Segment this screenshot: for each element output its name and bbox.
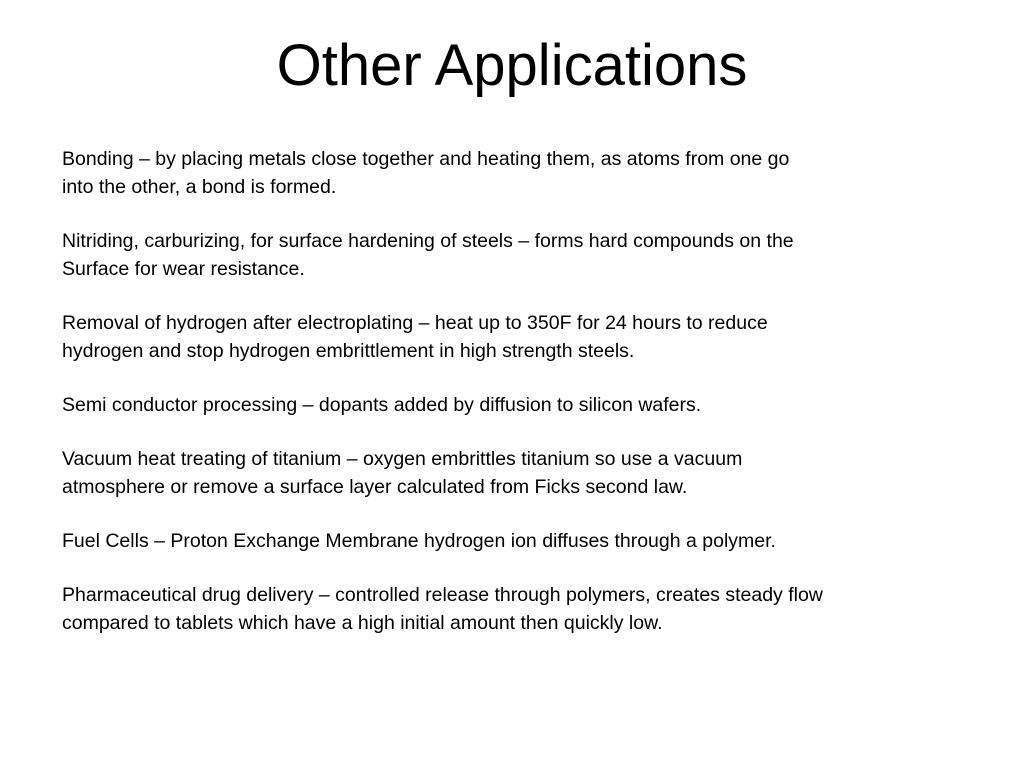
paragraph-nitriding: Nitriding, carburizing, for surface hardening of steels – forms hard compounds on the Surface for wear resistance. [62, 230, 794, 280]
paragraph-semiconductor: Semi conductor processing – dopants added by diffusion to silicon wafers. [62, 394, 702, 416]
paragraph-fuel-cells: Fuel Cells – Proton Exchange Membrane hydrogen ion diffuses through a polymer. [62, 530, 776, 552]
paragraph-vacuum-heat-treating: Vacuum heat treating of titanium – oxygen embrittles titanium so use a vacuum atmosphere or remove a surface layer calculated from Ficks second law. [62, 448, 743, 498]
slide-title: Other Applications [276, 33, 748, 98]
slide-body [62, 145, 962, 663]
paragraph-hydrogen-removal: Removal of hydrogen after electroplating – heat up to 350F for 24 hours to reduce hydrogen and stop hydrogen embrittlement in high strength steels. [62, 312, 768, 362]
paragraph-drug-delivery: Pharmaceutical drug delivery – controlled release through polymers, creates steady flow compared to tablets which have a high initial amount then quickly low. [62, 584, 823, 634]
paragraph-bonding: Bonding – by placing metals close together and heating them, as atoms from one go into the other, a bond is formed. [62, 148, 790, 198]
